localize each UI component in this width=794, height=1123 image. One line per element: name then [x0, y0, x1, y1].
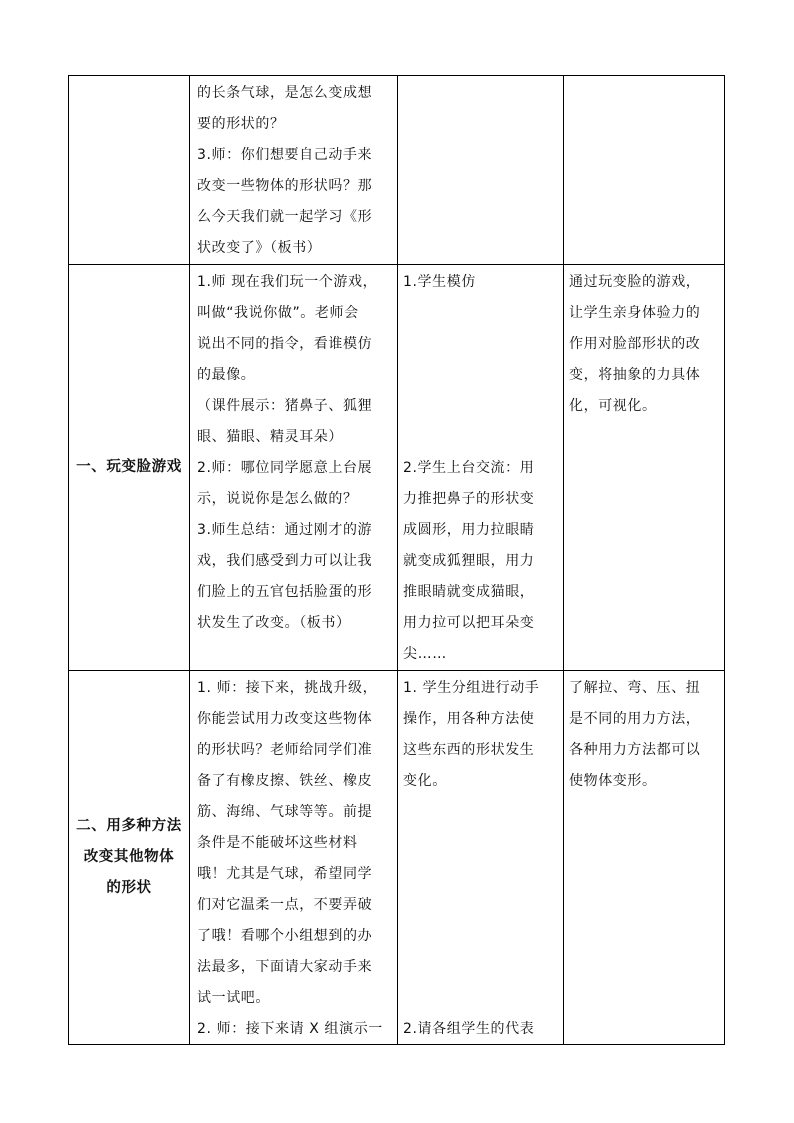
text-line: 状发生了改变。（板书）: [197, 615, 351, 631]
row2-intent-cell: [569, 267, 724, 422]
lesson-plan-table: [68, 75, 725, 1045]
text-line: 使物体变形。: [569, 773, 657, 789]
text-line: 的形状吗？老师给同学们准: [197, 742, 373, 758]
row2-stage-cell: [69, 265, 189, 670]
text-line: 眼、猫眼、精灵耳朵）: [197, 429, 343, 445]
row2-teacher-cell: [197, 267, 395, 639]
text-line: 就变成狐狸眼，用力: [403, 553, 535, 569]
text-line: 作用对脸部形状的改: [569, 336, 701, 352]
text-line: 说出不同的指令，看谁模仿: [197, 336, 373, 352]
text-line: 要的形状的？: [197, 116, 285, 132]
text-line: 用力拉可以把耳朵变: [403, 615, 535, 631]
text-line: 力推把鼻子的形状变: [403, 491, 535, 507]
text-line: 推眼睛就变成猫眼，: [403, 584, 535, 600]
text-line: 2.师：哪位同学愿意上台展: [197, 460, 373, 476]
text-line: 状改变了》（板书）: [197, 240, 322, 256]
row2-student-cell: [403, 267, 561, 298]
stage-title-line: 的形状: [106, 880, 152, 896]
stage-title-line: 改变其他物体: [83, 849, 175, 865]
text-line: 变化。: [403, 773, 447, 789]
text-line: 操作，用各种方法使: [403, 711, 535, 727]
text-line: 2.请各组学生的代表: [403, 1021, 535, 1037]
text-line: （课件展示：猪鼻子、狐狸: [197, 398, 373, 414]
column-divider: [397, 76, 398, 1044]
text-line: 是不同的用力方法，: [569, 711, 701, 727]
text-line: 了解拉、弯、压、扭: [569, 680, 701, 696]
text-line: 戏，我们感受到力可以让我: [197, 553, 373, 569]
text-line: 让学生亲身体验力的: [569, 305, 701, 321]
text-line: 法最多，下面请大家动手来: [197, 959, 373, 975]
text-line: 尖……: [403, 646, 447, 662]
text-line: 了哦！看哪个小组想到的办: [197, 928, 373, 944]
column-divider: [563, 76, 564, 1044]
text-line: 通过玩变脸的游戏，: [569, 274, 701, 290]
text-line: 1. 师：接下来，挑战升级，: [197, 680, 378, 696]
stage-title: 一、玩变脸游戏: [76, 459, 182, 475]
text-line: 的最像。: [197, 367, 256, 383]
row3-student-cell: [403, 673, 561, 797]
text-line: 哦！尤其是气球，希望同学: [197, 866, 373, 882]
text-line: 们对它温柔一点，不要弄破: [197, 897, 373, 913]
text-line: 2. 师：接下来请 X 组演示一: [197, 1021, 383, 1037]
text-line: 叫做“我说你做”。老师会: [197, 305, 359, 321]
text-line: 2.学生上台交流：用: [403, 460, 535, 476]
text-line: 备了有橡皮擦、铁丝、橡皮: [197, 773, 373, 789]
text-line: 么今天我们就一起学习《形: [197, 209, 373, 225]
row3-student-cell-2: [403, 1014, 561, 1045]
text-line: 们脸上的五官包括脸蛋的形: [197, 584, 373, 600]
text-line: 的长条气球，是怎么变成想: [197, 85, 373, 101]
text-line: 这些东西的形状发生: [403, 742, 535, 758]
text-line: 示，说说你是怎么做的？: [197, 491, 358, 507]
text-line: 你能尝试用力改变这些物体: [197, 711, 373, 727]
row2-student-cell-2: [403, 453, 561, 670]
text-line: 条件是不能破坏这些材料: [197, 835, 358, 851]
stage-title-line: 二、用多种方法: [76, 818, 182, 834]
text-line: 成圆形，用力拉眼睛: [403, 522, 535, 538]
text-line: 各种用力方法都可以: [569, 742, 701, 758]
row3-teacher-cell: [197, 673, 395, 1045]
text-line: 筋、海绵、气球等等。前提: [197, 804, 373, 820]
text-line: 化，可视化。: [569, 398, 657, 414]
text-line: 1.学生模仿: [403, 274, 476, 290]
text-line: 变，将抽象的力具体: [569, 367, 701, 383]
row1-teacher-cell: [197, 78, 395, 264]
text-line: 改变一些物体的形状吗？那: [197, 178, 373, 194]
text-line: 试一试吧。: [197, 990, 270, 1006]
row3-intent-cell: [569, 673, 724, 797]
row3-stage-cell: [69, 671, 189, 1044]
text-line: 3.师生总结：通过刚才的游: [197, 522, 373, 538]
column-divider: [189, 76, 190, 1044]
text-line: 3.师：你们想要自己动手来: [197, 147, 373, 163]
text-line: 1. 学生分组进行动手: [403, 680, 540, 696]
text-line: 1.师 现在我们玩一个游戏，: [197, 274, 378, 290]
